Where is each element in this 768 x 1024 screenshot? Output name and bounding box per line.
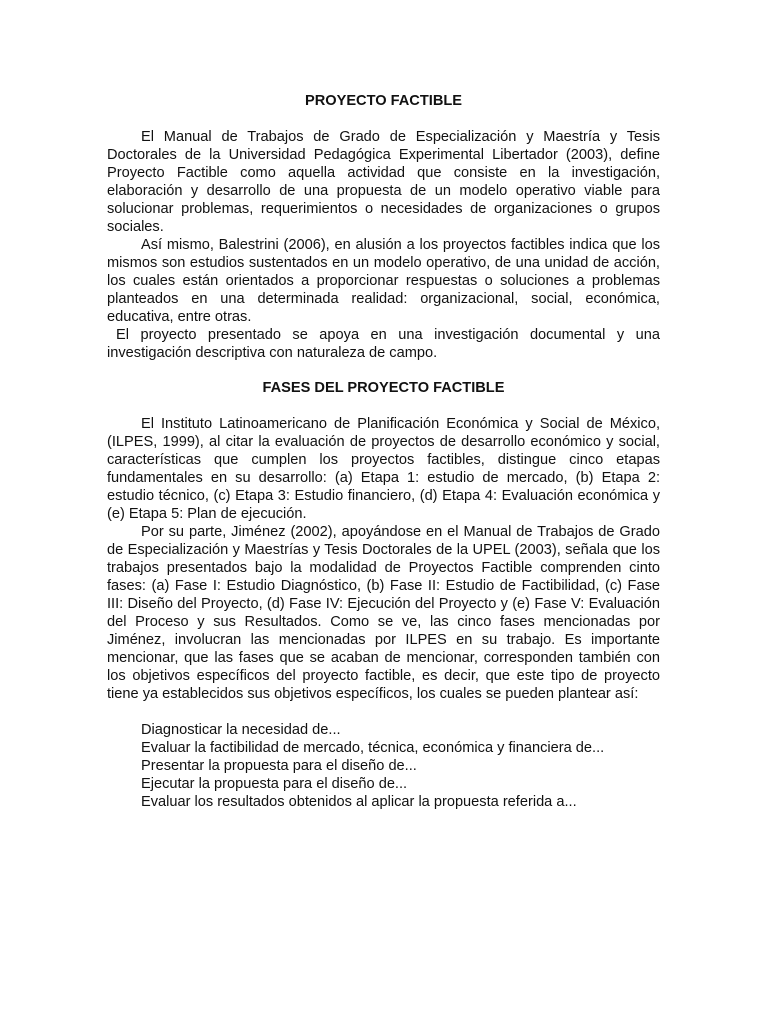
document-title: PROYECTO FACTIBLE: [304, 93, 463, 109]
objectives-list: [141, 721, 660, 811]
list-item: Evaluar los resultados obtenidos al aplicar la propuesta referida a...: [141, 794, 577, 810]
document-page: [107, 92, 660, 811]
paragraph-ilpes: El Instituto Latinoamericano de Planificación Económica y Social de México, (ILPES, 1999), al citar la evaluación de proyectos de desarrollo económico y social, características que cumplen los proyectos factibles, distingue cinco etapas fundamentales en su desarrollo: (a) Etapa 1: estudio de mercado, (b) Etapa 2: estudio técnico, (c) Etapa 3: Estudio financiero, (d) Etapa 4: Evaluación económica y (e) Etapa 5: Plan de ejecución.: [107, 416, 660, 522]
list-item: Presentar la propuesta para el diseño de...: [141, 758, 417, 774]
list-item: Ejecutar la propuesta para el diseño de...: [141, 776, 408, 792]
paragraph-balestrini: Así mismo, Balestrini (2006), en alusión a los proyectos factibles indica que los mismos son estudios sustentados en un modelo operativo, de una unidad de acción, los cuales están orientados a proporcionar respuestas o soluciones a problemas planteados en una determinada realidad: organizacional, social, económica, educativa, entre otras.: [107, 237, 660, 325]
paragraph-jimenez: Por su parte, Jiménez (2002), apoyándose en el Manual de Trabajos de Grado de Especialización y Maestrías y Tesis Doctorales de la UPEL (2003), señala que los trabajos presentados bajo la modalidad de Proyectos Factible comprenden cinto fases: (a) Fase I: Estudio Diagnóstico, (b) Fase II: Estudio de Factibilidad, (c) Fase III: Diseño del Proyecto, (d) Fase IV: Ejecución del Proyecto y (e) Fase V: Evaluación del Proceso y sus Resultados. Como se ve, las cinco fases mencionadas por Jiménez, involucran las mencionadas por ILPES en su trabajo. Es importante mencionar, que las fases que se acaban de mencionar, corresponden también con los objetivos específicos del proyecto factible, es decir, que este tipo de proyecto tiene ya establecidos sus objetivos específicos, los cuales se pueden plantear así:: [107, 524, 660, 702]
list-item: Diagnosticar la necesidad de...: [141, 722, 341, 738]
paragraph-upel-definition: El Manual de Trabajos de Grado de Especialización y Maestría y Tesis Doctorales de la Universidad Pedagógica Experimental Libertador (2003), define Proyecto Factible como aquella actividad que consiste en la investigación, elaboración y desarrollo de una propuesta de un modelo operativo viable para solucionar problemas, requerimientos o necesidades de organizaciones o grupos sociales.: [107, 129, 660, 235]
section-title-phases: FASES DEL PROYECTO FACTIBLE: [262, 380, 505, 396]
paragraph-project-presented: El proyecto presentado se apoya en una investigación documental y una investigación descriptiva con naturaleza de campo.: [107, 327, 660, 361]
list-item: Evaluar la factibilidad de mercado, técnica, económica y financiera de...: [141, 740, 605, 756]
